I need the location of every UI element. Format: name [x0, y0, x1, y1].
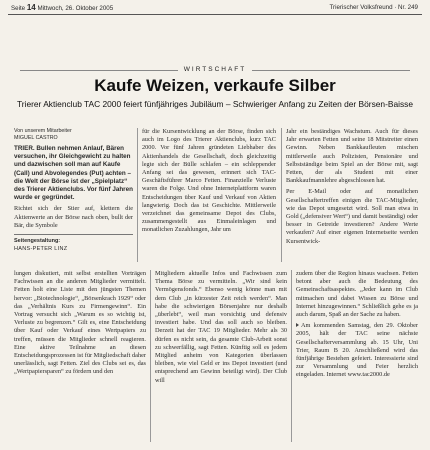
- column-1: [14, 128, 133, 253]
- issue-date: Mittwoch, 26. Oktober 2005: [37, 5, 114, 12]
- byline-label: Von unserem Mitarbeiter: [14, 128, 72, 134]
- headline: Kaufe Weizen, verkaufe Silber: [94, 76, 336, 95]
- column-3: [286, 128, 418, 249]
- credit-label: Seitengestaltung:: [14, 238, 61, 245]
- credit-name: HANS-PETER LINZ: [14, 246, 68, 253]
- page-label: Seite: [11, 5, 26, 12]
- column-1-paragraph: Richtet sich der Stier auf, klettern die Aktienwerte an der Börse nach oben, bullt der Bär, die Symbole: [14, 205, 133, 229]
- bottom-column-3: [296, 270, 418, 383]
- column-2: [142, 128, 276, 238]
- column-3-paragraph-2: Per E-Mail oder auf monatlichen Gesellschaftertreffen einigen die TAC-Mitglieder, wie das Depot umgesetzt wird. Soll man etwa in Gold („defensiver Wert“) und damit beständig) oder besser in Getreide investieren? Andere Werte verkaufen? Auf einer eigenen Internetseite werden Kursentwick-: [286, 188, 418, 245]
- credit-rule: [14, 234, 133, 235]
- subheadline: Trierer Aktienclub TAC 2000 feiert fünfjähriges Jubiläum – Schwieriger Anfang zu Zeiten der Börsen-Baisse: [17, 99, 413, 109]
- page-header: [0, 0, 430, 14]
- byline-name: MIGUEL CASTRO: [14, 134, 58, 141]
- bottom-column-3-paragraph: zudem über die Region hinaus wachsen. Fetten betont aber auch die Bedeutung des Gemeinschaftsaspektes. „Jeder kann im Club mitmachen und dabei Wissen zu Börse und Internet hinzugewinnen.“ Schließlich gehe es ja auch darum, Spaß an der Sache zu haben.: [296, 270, 418, 319]
- bottom-column-2: [155, 270, 287, 388]
- column-divider-2: [281, 128, 282, 262]
- column-3-paragraph-1: Jahr ein beständiges Wachstum. Auch für dieses Jahr erwarten Fetten und seine 18 Mitstreiter einen Gewinn. Neben Bankkaufleuten mischen mittlerweile auch Polizisten, Pensionäre und Selbstständige beim Spiel an der Börse mit, sagt Fetten, der als Student mit einer Bankkaufmannlehre abgeschlossen hat.: [286, 128, 418, 185]
- bottom-column-1: [14, 270, 146, 380]
- page-number: 14: [26, 3, 36, 12]
- column-2-paragraph: für die Kursentwicklung an der Börse, finden sich auch im Logo des Trierer Aktienclubs, kurz TAC 2000. Vor fünf Jahren gründeten Liebhaber des Aktienhandels die Gesellschaft, doch gleichzeitig legte sich der Bülle schlafen – ein schleppender Anfang sei das gewesen, erinnert sich TAC-Geschäftsführer Marco Fetten. Finanzielle Verluste waren die Folge. Und ohne Internetplattform waren Entscheidungen über Kauf und Verkauf von Aktien langwierig. Doch das ist Geschichte. Mittlerweile verzeichnet das gemeinsame Depot des Clubs, zusammengestellt aus Einmaleinlagen und monatlichen Zuzahlungen, Jahr um: [142, 128, 276, 234]
- section-label: WIRTSCHAFT: [0, 66, 430, 73]
- bullet-arrow-icon: [296, 323, 299, 327]
- column-divider-3: [150, 270, 151, 442]
- column-divider-4: [291, 270, 292, 442]
- newspaper-name: Trierischer Volksfreund · Nr. 249: [329, 4, 418, 11]
- event-note: Am kommenden Samstag, den 29. Oktober 2005, hält der TAC seine nächste Gesellschafterversammlung ab. 15 Uhr, Uni Trier, Raum B 20. Anschließend wird das fünfjährige Bestehen gefeiert. Interessierte sind zur Versammlung und Feier herzlich eingeladen. Internet www.tac2000.de: [296, 322, 418, 379]
- lead-paragraph: TRIER. Bullen nehmen Anlauf, Bären versuchen, ihr Gleichgewicht zu halten und dazwischen soll man auf Kaufe (Call) und Abvolegendes (Put) achten – die Welt der Börse ist der „Spielplatz“ des Trierer Aktienclubs. Vor fünf Jahren wurde er gegründet.: [14, 145, 133, 202]
- bottom-column-1-paragraph: lungen diskutiert, mit selbst erstellten Vorträgen Fachwissen an die anderen Mitglieder vermittelt. Fetten holt eine Liste mit den jüngsten Themen hervor: „Biotechnologie“, „Börsenkrach 1929“ oder das „Verhältnis Kurs zu Firmengewinn“. Ein Vortrag versucht sich „Warum es so wichtig ist, Verluste zu begrenzen.“ Gilt es, eine Entscheidung über Kauf oder Verkauf eines Wertpapiers zu treffen, müssen die Mitglieder schnell reagieren. Eine aktive Teilnahme an diesen Entscheidungsprozessen ist für Mitgliedschaft daher unerlässlich, sagt Fetten. Ziel des Clubs sei es, das „Wertpapiersparen“ zu fördern und den: [14, 270, 146, 376]
- header-rule: [8, 14, 422, 15]
- bottom-column-2-paragraph: Mitgliedern aktuelle Infos und Fachwissen zum Thema Börse zu vermitteln. „Wir sind kein Vermögensfonds.“ Ebenso wenig könne man mit dem Club „in kürzester Zeit reich werden“. Man habe die schwierigen Börsenjahre nur deshalb „überlebt“, weil man vorsichtig und defensiv investiert habe. Und das soll auch so bleiben. Derzeit hat der TAC 19 Mitglieder. Mehr als 30 dürfen es nicht sein, da gesamte Club-Arbeit sonst zu schwerfällig, sagt Fetten. Künftig soll es jedem Mitglied anheim von Kategorien überlassen bleiben, wie viel Geld er ins Depot investiert (und entsprechend am Gewinn beteiligt wird). Der Club will: [155, 270, 287, 384]
- column-divider-1: [137, 128, 138, 262]
- page-number-date: [11, 3, 113, 12]
